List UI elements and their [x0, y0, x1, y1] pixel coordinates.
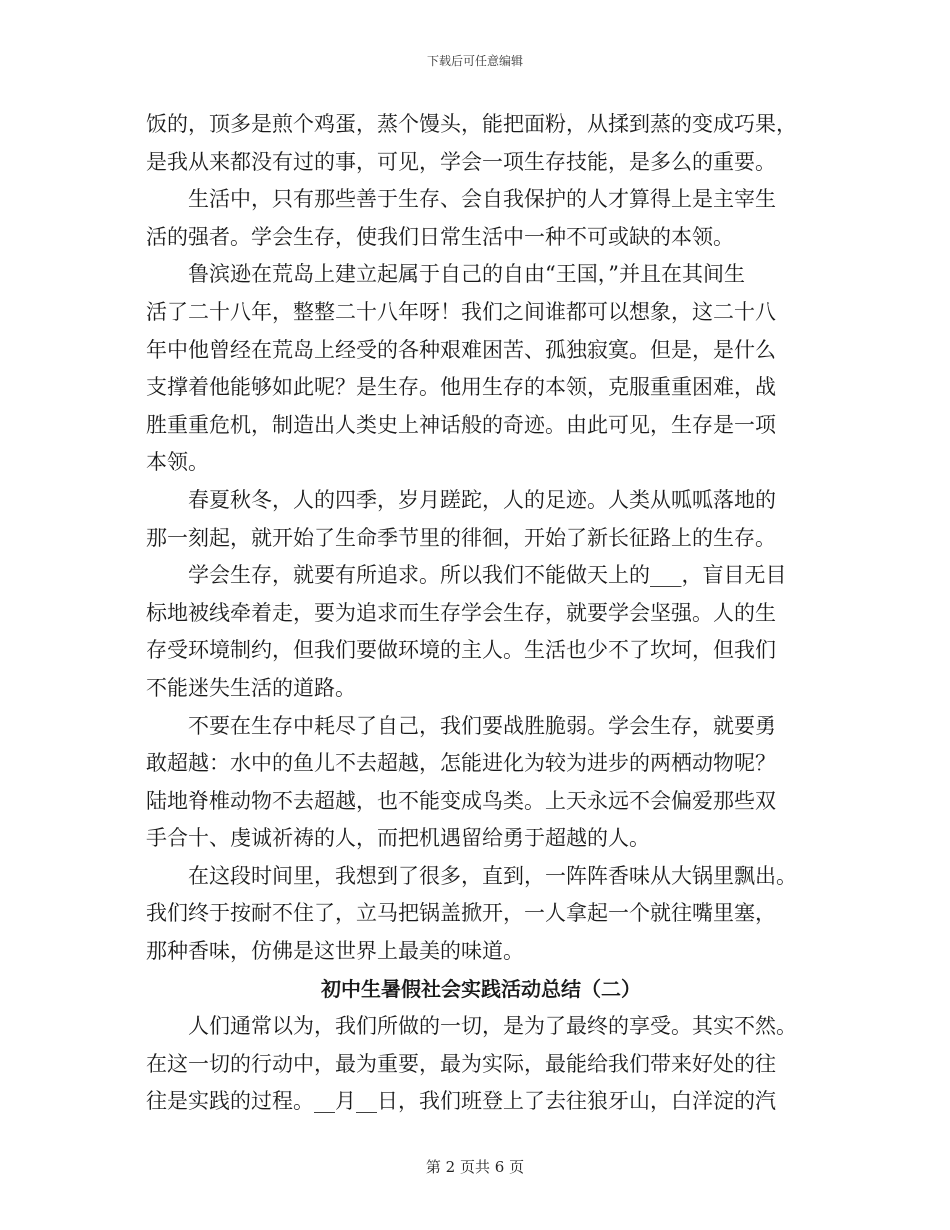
paragraph-start-line: 学会生存，就要有所追求。所以我们不能做天上的___，盲目无目 — [188, 563, 787, 588]
paragraph-start-line: 在这段时间里，我想到了很多，直到，一阵阵香味从大锅里飘出。 — [188, 863, 797, 888]
text-line: 那种香味，仿佛是这世界上最美的味道。 — [146, 939, 524, 964]
text-line: 陆地脊椎动物不去超越，也不能变成鸟类。上天永远不会偏爱那些双 — [146, 788, 776, 813]
text-line: 本领。 — [146, 450, 209, 475]
paragraph-start-line: 不要在生存中耗尽了自己，我们要战胜脆弱。学会生存，就要勇 — [188, 713, 776, 738]
text-line: 标地被线牵着走，要为追求而生存学会生存，就要学会坚强。人的生 — [146, 600, 776, 625]
text-line: 在这一切的行动中，最为重要，最为实际，最能给我们带来好处的往 — [146, 1051, 776, 1076]
section-heading: 初中生暑假社会实践活动总结（二） — [321, 976, 641, 1001]
text-line: 往是实践的过程。__月__日，我们班登上了去往狼牙山，白洋淀的汽 — [146, 1089, 776, 1114]
text-line: 那一刻起，就开始了生命季节里的徘徊，开始了新长征路上的生存。 — [146, 525, 776, 550]
paragraph-start-line: 生活中，只有那些善于生存、会自我保护的人才算得上是主宰生 — [188, 187, 776, 212]
document-body — [146, 106, 816, 1121]
text-line: 存受环境制约，但我们要做环境的主人。生活也少不了坎坷，但我们 — [146, 638, 776, 663]
paragraph-start-line: 人们通常以为，我们所做的一切，是为了最终的享受。其实不然。 — [188, 1014, 797, 1039]
text-line: 支撑着他能够如此呢？是生存。他用生存的本领，克服重重困难，战 — [146, 375, 776, 400]
text-line: 饭的，顶多是煎个鸡蛋，蒸个馒头，能把面粉，从揉到蒸的变成巧果， — [146, 112, 797, 136]
page-header-note: 下载后可任意编辑 — [426, 54, 523, 68]
text-line: 我们终于按耐不住了，立马把锅盖掀开，一人拿起一个就往嘴里塞， — [146, 901, 776, 926]
text-line: 敢超越：水中的鱼儿不去超越，怎能进化为较为进步的两栖动物呢？ — [146, 751, 776, 776]
page-number-footer: 第 2 页共 6 页 — [425, 1158, 525, 1176]
text-line: 是我从来都没有过的事，可见，学会一项生存技能，是多么的重要。 — [146, 149, 776, 174]
paragraph-start-line: 春夏秋冬，人的四季，岁月蹉跎，人的足迹。人类从呱呱落地的 — [188, 487, 776, 512]
text-line: 活的强者。学会生存，使我们日常生活中一种不可或缺的本领。 — [146, 224, 734, 249]
text-line: 不能迷失生活的道路。 — [146, 675, 356, 700]
text-line: 胜重重危机，制造出人类史上神话般的奇迹。由此可见，生存是一项 — [146, 412, 776, 437]
text-line: 年中他曾经在荒岛上经受的各种艰难困苦、孤独寂寞。但是，是什么 — [146, 337, 776, 362]
text-line: 手合十、虔诚祈祷的人，而把机遇留给勇于超越的人。 — [146, 826, 650, 851]
paragraph-start-line: 鲁滨逊在荒岛上建立起属于自己的自由“王国，”并且在其间生 — [188, 262, 745, 287]
text-line: 活了二十八年，整整二十八年呀！我们之间谁都可以想象，这二十八 — [146, 299, 776, 324]
